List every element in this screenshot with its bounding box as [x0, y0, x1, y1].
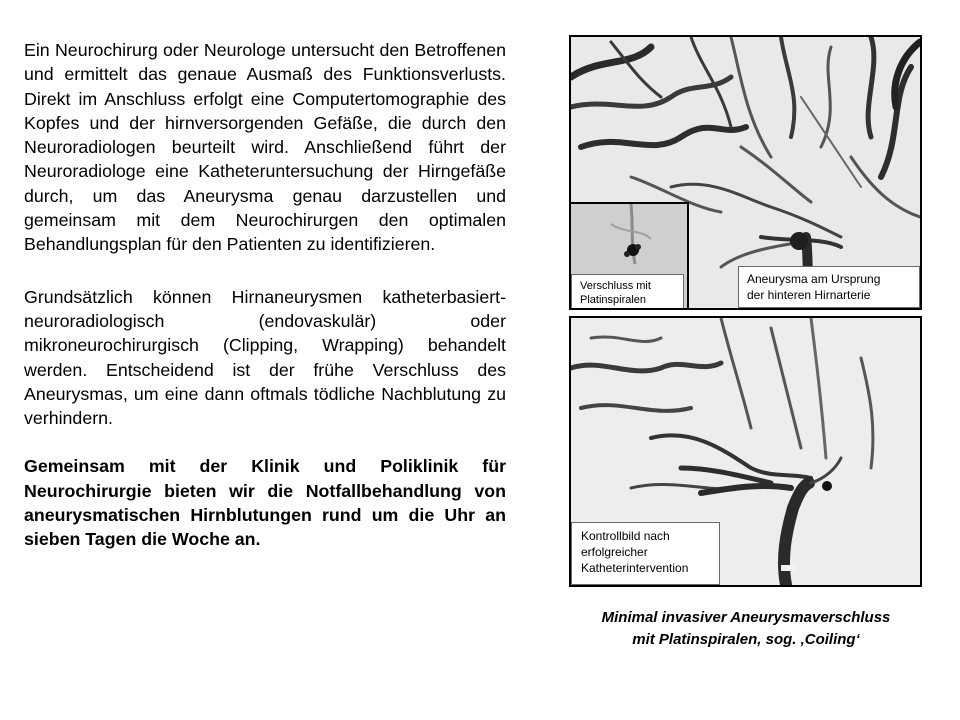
coil-inset-image: [569, 202, 689, 310]
control-label-line-2: erfolgreicher: [581, 545, 648, 559]
control-image-label: [571, 522, 720, 585]
coil-label: [571, 274, 684, 310]
caption-line-2: mit Platinspiralen, sog. ‚Coiling‘: [632, 631, 860, 648]
caption-line-1: Minimal invasiver Aneurysmaverschluss: [601, 609, 891, 626]
coil-label-line-1: Verschluss mit: [580, 280, 651, 292]
control-label-line-3: Katheterintervention: [581, 561, 689, 575]
aneurysm-label: [738, 266, 920, 308]
angiogram-before-image: [569, 35, 922, 310]
body-text: [24, 38, 506, 552]
aneurysm-label-line-1: Aneurysma am Ursprung: [747, 272, 881, 286]
angiogram-after-image: [569, 316, 922, 587]
coil-label-line-2: Platinspiralen: [580, 294, 647, 306]
paragraph-2: Grundsätzlich können Hirnaneurysmen katheterbasiert-neuroradiologisch (endovaskulär) oder mikroneurochirurgisch (Clipping, Wrapping) behandelt werden. Entscheidend ist der frühe Verschluss des Aneurysmas, um eine dann oftmals tödliche Nachblutung zu verhindern.: [24, 286, 506, 429]
figure-caption: [560, 607, 932, 651]
control-label-line-1: Kontrollbild nach: [581, 529, 670, 543]
aneurysm-label-line-2: der hinteren Hirnarterie: [747, 288, 871, 302]
paragraph-1: Ein Neurochirurg oder Neurologe untersucht den Betroffenen und ermittelt das genaue Ausmaß des Funktionsverlusts. Direkt im Anschluss erfolgt eine Computertomographie des Kopfes und der hirnversorgenden Gefäße, die durch den Neuroradiologen beurteilt wird. Anschließend führt der Neuroradiologe eine Katheteruntersuchung der Hirngefäße durch, um das Aneurysma genau darzustellen und gemeinsam mit dem Neurochirurgen den optimalen Behandlungsplan für den Patienten zu identifizieren.: [24, 40, 506, 255]
paragraph-3: Gemeinsam mit der Klinik und Poliklinik für Neurochirurgie bieten wir die Notfallbehandlung von aneurysmatischen Hirnblutungen rund um die Uhr an sieben Tagen die Woche an.: [24, 456, 506, 550]
